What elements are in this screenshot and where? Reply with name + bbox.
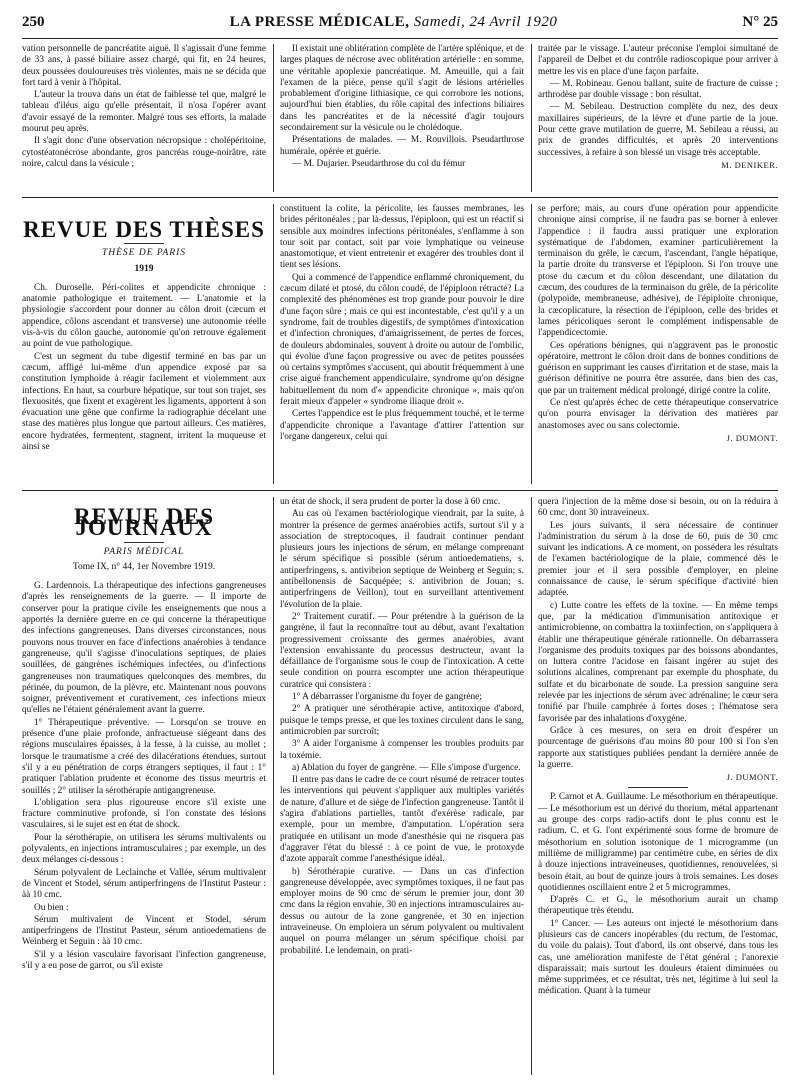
paragraph: Il s'agit donc d'une observation nécropsique : cholépéritoine, cytostéatonécrose abondante, gros pancréas rouge-noirâtre, rate noire, calcul dans la vésicule ; (22, 136, 266, 169)
header-rule (22, 38, 778, 39)
paragraph: 1° Cancer. — Les auteurs ont injecté le mésothorium dans plusieurs cas de cancers inopérables (du rectum, de l'estomac, du voile du palais). Tout d'abord, ils ont observé, dans tous les cas, une amélioration manifeste de l'état général ; l'anorexie disparaissait; mais surtout les douleurs étaient diminuées ou même supprimées, et ce résultat, très net, légitime à lui seul la médication. Quant à la tumeur (538, 918, 778, 997)
paragraph: Ces opérations bénignes, qui n'aggravent pas le pronostic opératoire, mettront le côlon droit dans de bonnes conditions de guérison en supprimant les causes d'irritation et de stase, mais la guérison définitive ne pourra être assurée, dans bien des cas, que par un traitement médical prolongé, dirigé contre la colite. (538, 340, 778, 396)
paragraph: un état de shock, il sera prudent de porter la dose à 60 cmc. (280, 497, 501, 507)
paragraph: constituent la colite, la péricolite, les fausses membranes, les brides péritonéales ; par là-dessus, l'épiploon, qui est un réactif si sensible aux moindres infections péritonéales, s'enflamme à son tour soit par contact, soit par voie lymphatique ou veineuse anastomotique, et vient entretenir et exagérer des troubles dont il tient ses lésions. (280, 204, 524, 271)
top-col-1 (22, 44, 266, 192)
paragraph: 1° Thérapeutique préventive. — Lorsqu'on se trouve en présence d'une plaie profonde, anfractueuse siégeant dans des régions musculaires épaisses, à la fesse, à la cuisse, au mollet ; lorsque le traumatisme a créé des dilacérations étendues, surtout s'il y a eu pénétration de corps étrangers septiques, il faut : 1° pratiquer l'ablation prudente et économe des tissus meurtris et souillés ; 2° utiliser la sérothérapie antigangreneuse. (22, 717, 266, 796)
theses-col-1 (22, 204, 266, 484)
page-header (22, 14, 778, 36)
paragraph: a) Ablation du foyer de gangrène. — Elle s'impose d'urgence. (292, 762, 521, 773)
paragraph: C'est un segment du tube digestif terminé en bas par un cæcum, affligé lui-même d'un appendice exposé par sa constitution lymphoïde à réagir facilement et violemment aux infections. En haut, sa courbure hépatique, sur tout son trajet, ses flexuosités, que fixent et exagèrent les ligaments, apportent à son évacuation une gêne que confirme la radiographie décelant une stase des matières plus longue que partout ailleurs. Ces matières, encore hydratées, fermentent, stagnent, irritent la muqueuse et ainsi se (22, 351, 266, 453)
page-number: 250 (22, 14, 45, 30)
paragraph: 3° A aider l'organisme à compenser les troubles produits par la toxémie. (280, 739, 524, 761)
column-divider (531, 204, 532, 484)
signature: J. DUMONT. (726, 432, 778, 443)
issue-number: N° 25 (742, 14, 778, 30)
paragraph: L'auteur la trouva dans un état de faiblesse tel que, malgré le tableau d'iléus aigu qu'elle présentait, il n'osa l'opérer avant d'avoir essayé de la remonter. Malgré tous ses efforts, la malade mourut peu après. (22, 90, 266, 135)
theses-col-2 (280, 204, 524, 484)
paragraph: — M. Sebileau. Destruction complète du nez, des deux maxillaires supérieurs, de la lèvre et d'une partie de la joue. Pour cette grave mutilation de guerre, M. Sebileau a réussi, au prix de grandes difficultés, et après 20 interventions successives, à refaire à son blessé un visage très acceptable. (538, 102, 778, 158)
section-year: 1919 (134, 263, 154, 274)
paragraph: 2° Traitement curatif. — Pour prétendre à la guérison de la gangrène, il faut la reconnaître tout au début, avant l'exaltation progressivement croissante des germes anaérobies, avant l'extension envahissante du processus destructeur, avant la défaillance de l'organisme sous le coup de l'intoxication. A cette seule condition on pourra escompter une action thérapeutique curatrice qui consistera : (280, 611, 524, 690)
title-rule (124, 243, 164, 244)
section-title: REVUE DES THÈSES (23, 217, 265, 242)
paragraph: traitée par le vissage. L'auteur préconise l'emploi simultané de l'appareil de Delbet et du contrôle radioscopique pour arriver à mettre les vis en place d'une façon parfaite. (538, 44, 778, 77)
column-divider (531, 497, 532, 1075)
journaux-col-3 (538, 497, 778, 1075)
journal-name: LA PRESSE MÉDICALE, (229, 14, 410, 30)
paragraph: P. Carnot et A. Guillaume. Le mésothorium en thérapeutique. — Le mésothorium est un dérivé du thorium, métal appartenant au groupe des corps radio-actifs dont le plus connu est le radium. C. et G. l'ont expérimenté sous forme de bromure de mésothorium en solution isotonique de 1 microgramme (un millième de milligramme) par centimètre cube, en séries de dix à douze injections intraveineuses, quotidiennes, renouvelées, si besoin était, au bout de quinze jours à trois semaines. Les doses quotidiennes oscillaient entre 2 et 5 microgrammes. (538, 792, 778, 893)
paragraph: Certes l'appendice est le plus fréquemment touché, et le terme d'appendicite chronique a l'avantage d'attirer l'attention sur l'organe dangereux, celui qui (280, 409, 524, 442)
issue-date: Samedi, 24 Avril 1920 (413, 14, 558, 30)
signature: M. DENIKER. (721, 159, 778, 170)
tome-reference: Tome IX, n° 44, 1er Novembre 1919. (72, 561, 216, 572)
paragraph: Sérum polyvalent de Leclainche et Vallée, sérum multivalent de Vincent et Stodel, sérum antiperfringens de l'Institut Pasteur : àà 10 cmc. (22, 867, 266, 901)
paragraph: c) Lutte contre les effets de la toxine. — En même temps que, par la médication d'immunisation antitoxique et antimicrobienne, on combattra la toxiinfection, on s'appliquera à établir une thérapeutique générale rationnelle. On débarrassera l'organisme des produits toxiques par des boissons abondantes, on luttera contre l'acidose en faisant ingérer au sujet des solutions alcalines, comprenant par exemple du phosphate, du sulfate et du bicarbonate de soude. La pression sanguine sera relevée par les injections de sérum avec adrénaline; le cœur sera tonifié par l'huile camphrée à fortes doses ; l'hématose sera favorisée par des inhalations d'oxygène. (538, 600, 778, 724)
column-divider (273, 44, 274, 192)
theses-col-3 (538, 204, 778, 484)
paragraph: Ce n'est qu'après échec de cette thérapeutique conservatrice qu'on pourra envisager la dérivation des matières par anastomoses avec ou sans colectomie. (538, 398, 778, 431)
paragraph: 1° A débarrasser l'organisme du foyer de gangrène; (292, 692, 482, 703)
paragraph: Au cas où l'examen bactériologique viendrait, par la suite, à montrer la présence de germes anaérobies actifs, surtout s'il y a association de streptocoques, il faudrait continuer pendant plusieurs jours les injections de sérum, en mélange comprenant le sérum spécifique si possible (sérum antioedematiens, s. antiperfringens, s. antivibrion septique de Weinberg et Seguin; s. antibellonensis de Sacquépée; s. antivibrion de Jouan; s. antiperfringens de Veillon), tout en surveillant attentivement l'évolution de la plaie. (280, 509, 524, 610)
column-divider (531, 44, 532, 192)
paragraph: Ch. Duroselle. Péri-colites et appendicite chronique : anatomie pathologique et traitement. — L'anatomie et la physiologie s'accordent pour donner au côlon droit (cæcum et appendice, côlons ascendant et transverse) une autonomie réelle vis-à-vis du côlon gauche, autonomie qu'on retrouve également au point de vue pathologique. (22, 282, 266, 350)
section-subtitle: THÈSE DE PARIS (101, 248, 186, 259)
title-rule (124, 542, 164, 543)
column-divider (273, 497, 274, 1075)
paragraph: Grâce à ces mesures, on sera en droit d'espérer un pourcentage de guérisons d'au moins 80 pour 100 si l'on s'en rapporte aux statistiques publiées pendant la dernière année de la guerre. (538, 725, 778, 770)
paragraph: L'obligation sera plus rigoureuse encore s'il existe une fracture comminutive profonde, si l'on constate des lésions vasculaires, si le sujet est en état de shock. (22, 797, 266, 831)
paragraph: S'il y a lésion vasculaire favorisant l'infection gangreneuse, s'il y a eu pose de garrot, ou s'il existe (22, 949, 266, 971)
paragraph: b) Sérothérapie curative. — Dans un cas d'infection gangreneuse développée, avec symptômes toxiques, il ne faut pas employer moins de 90 cmc de sérum le premier jour, dont 30 cmc dans la région envahie, 30 en injections intramusculaires au-dessus ou autour de la zone gangrenée, et 30 en injection intraveineuse. On emploiera un sérum polyvalent ou multivalent auquel on pourra mélanger un sérum spécifique choisi par probabilité. Le lendemain, on prati- (280, 866, 524, 956)
journaux-col-2 (280, 497, 524, 1075)
paragraph: Il existait une oblitération complète de l'artère splénique, et de larges plaques de nécrose avec oblitération artérielle : en somme, une véritable apoplexie pancréatique. M. Ameuille, qui a fait l'examen de la pièce, pense qu'il s'agit de lésions artérielles probablement d'origine lithiasique, ce qui corrobore les notions, aujourd'hui bien établies, du rôle capital des infections biliaires dans les pancréatites et de la nécessité d'agir toujours secondairement sur la vésicule ou le cholédoque. (280, 44, 524, 134)
section-rule (22, 490, 778, 491)
paragraph: — M. Dujarier. Pseudarthrose du col du fémur (292, 158, 466, 169)
section-title: REVUE DES JOURNAUX (73, 504, 214, 541)
paragraph: D'après C. et G., le mésothorium aurait un champ thérapeutique très étendu. (538, 895, 778, 917)
paragraph: quera l'injection de la même dose si besoin, ou on la réduira à 60 cmc, dont 30 intraveineux. (538, 497, 778, 519)
paragraph: se perfore; mais, au cours d'une opération pour appendicite chronique ainsi comprise, il ne faudra pas se borner à enlever l'appendice : il faudra aussi pratiquer une exploration systématique de l'abdomen, examiner particulièrement la terminaison du grêle, le cæcum, l'ascendant, l'angle hépatique, la partie droite du transverse et l'épiploon. Si l'on trouve une ptose du cæcum et du côlon descendant, une dilatation du cæcum, des coudures de la terminaison du grêle, de la péricolite (polypoïde, membraneuse, adhésive), de l'épiploïte chronique, la cæcoplicature, la résection de l'épiploon, celle des brides et lames péricoliques seront le complément indispensable de l'appendicectomie. (538, 204, 778, 339)
section-rule (22, 197, 778, 198)
journal-title (230, 14, 558, 31)
section-subtitle: PARIS MÉDICAL (103, 546, 185, 557)
paragraph: G. Lardennois. La thérapeutique des infections gangreneuses d'après les renseignements de la guerre. — Il importe de conserver pour la pratique civile les enseignements que nous a apportés la dernière guerre en ce qui concerne la thérapeutique des infections gangreneuses. Dans diverses circonstances, nous pouvons nous trouver en face d'infections anaérobies à tendance gangreneuse, qu'il s'agisse d'inoculations septiques, de plaies souillées, de gangrènes ischémiques infectées, ou d'infections gangreneuses non traumatiques quelconques des membres, du périnée, du poumon, de la plèvre, etc. Maintenant nous pouvons soigner, préventivement et curativement, ces infections mieux qu'elles ne l'étaient généralement avant la guerre. (22, 581, 266, 716)
paragraph: Il entre pas dans le cadre de ce court résumé de retracer toutes les interventions qui peuvent s'appliquer aux multiples variétés de nature, d'allure et de siège de l'infection gangreneuse. Tantôt il s'agira d'ablations partielles, tantôt d'exérèse radicale, par exemple, pour un membre, d'amputation. L'opération sera pratiquée en utilisant un mode d'anesthésie qui ne risquera pas d'aggraver l'état du blessé : à ce point de vue, le protoxyde d'azote apparaît comme l'anesthésique idéal. (280, 775, 524, 865)
paragraph: — M. Robineau. Genou ballant, suite de fracture de cuisse ; arthrodèse par double vissage : bon résultat. (538, 78, 778, 101)
paragraph: Les jours suivants, il sera nécessaire de continuer l'administration du sérum à la dose de 60, puis de 30 cmc suivant les indications. A ce moment, on possédera les résultats de l'examen bactériologique de la plaie, commencé dès le premier jour et il sera possible d'employer, en pleine connaissance de cause, le sérum spécifique d'activité bien adaptée. (538, 520, 778, 599)
column-divider (273, 204, 274, 484)
paragraph: Ou bien : (34, 902, 69, 913)
paragraph: Qui a commencé de l'appendice enflammé chroniquement, du cæcum dilaté et ptosé, du côlon coudé, de l'épiploon rétracté? La complexité des phénomènes est trop grande pour pouvoir le dire d'une façon sûre ; mais ce qui est incontestable, c'est qu'il y a un syndrome, fait de troubles digestifs, de symptômes d'intoxication et d'infection chroniques, d'amaigrissement, de pertes de forces, de douleurs abdominales, souvent à droite ou autour de l'ombilic, qui évolue d'une façon progressive ou avec de petites poussées où certains symptômes s'accusent, qui aboutit fréquemment à une crise aiguë franchement appendiculaire, syndrome qu'on désigne habituellement du nom d'« appendicite chronique », mais qu'on ferait mieux d'appeler « syndrome iliaque droit ». (280, 272, 524, 408)
top-col-3 (538, 44, 778, 192)
article-rule (628, 787, 688, 788)
paragraph: Pour la sérothérapie, on utilisera les sérums multivalents ou polyvalents, en injections intramusculaires ; par exemple, un des deux mélanges ci-dessous : (22, 832, 266, 866)
signature: J. DUMONT. (726, 772, 778, 783)
paragraph: Présentations de malades. — M. Rouvillois. Pseudarthrose humérale, opérée et guérie. (280, 135, 524, 157)
paragraph: Sérum multivalent de Vincent et Stodel, sérum antiperfringens de l'Institut Pasteur, sérum antioedematiens de Weinberg et Seguin : àà 10 cmc. (22, 914, 266, 948)
top-col-2 (280, 44, 524, 192)
paragraph: 2° A pratiquer une sérothérapie active, antitoxique d'abord, puisque le temps presse, et que les toxines circulent dans le sang, antimicrobien par surcroît; (280, 704, 524, 737)
journaux-col-1 (22, 497, 266, 1075)
paragraph: vation personnelle de pancréatite aiguë. Il s'agissait d'une femme de 33 ans, à passé biliaire assez chargé, qui fit, en 24 heures, deux poussées douloureuses très violentes, mais ne se décida que fort tard à venir à l'hôpital. (22, 44, 266, 88)
